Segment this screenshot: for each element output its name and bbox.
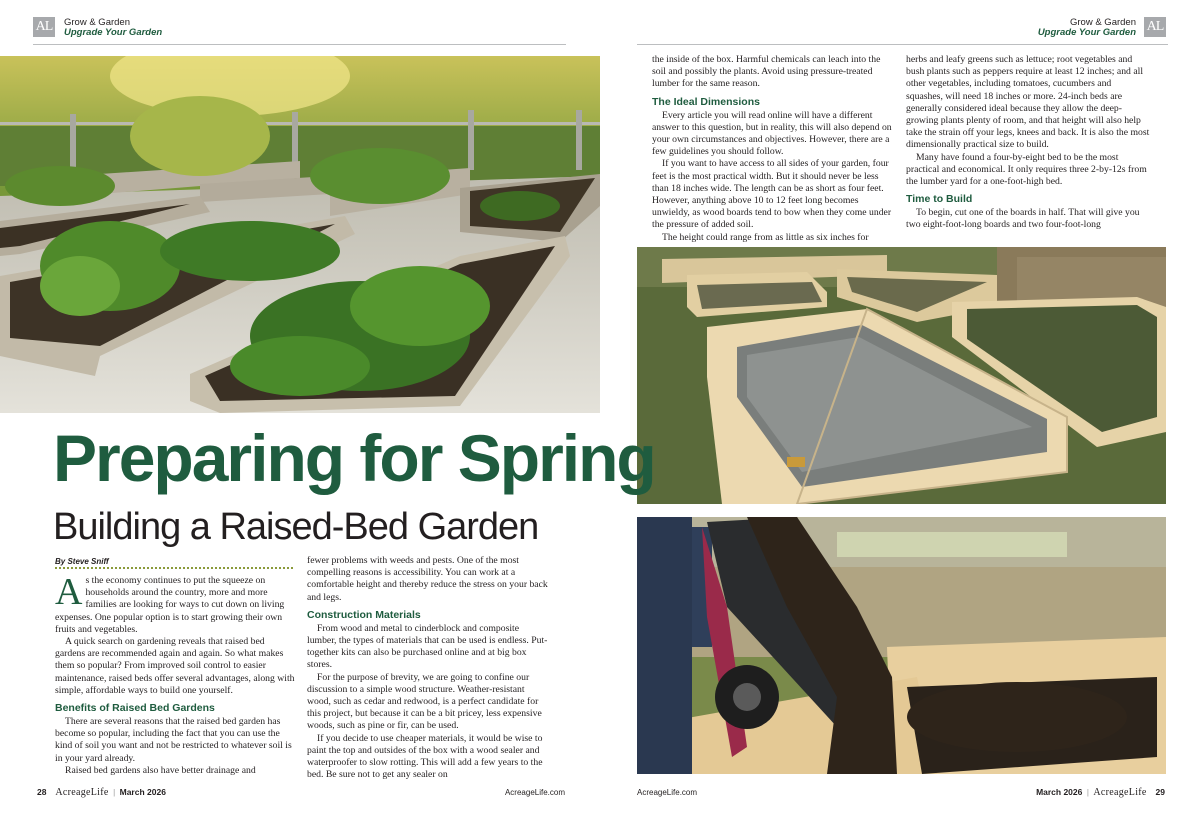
section-subtitle: Upgrade Your Garden <box>64 27 163 38</box>
brand-name: AcreageLife <box>55 787 109 798</box>
paragraph: the inside of the box. Harmful chemicals can leach into the soil and possibly the plants. Avoid using pressure-treated lumber for the same reason. <box>652 54 881 90</box>
logo-icon-right: AL <box>1144 17 1166 37</box>
article-title: Preparing for Spring <box>53 421 655 495</box>
column-3 <box>652 54 892 244</box>
header-divider <box>33 44 566 45</box>
paragraph: If you want to have access to all sides of your garden, four feet is the most practical width. But it should never be less than 18 inches wide. The length can be as short as four feet. However, anything above 10 to 12 feet long becomes unwieldy, as wood boards tend to bow when they come under the pressure of added soil. <box>652 158 892 231</box>
byline-rule <box>55 567 293 569</box>
heading-benefits: Benefits of Raised Bed Gardens <box>55 702 215 715</box>
paragraph: s the economy continues to put the squeeze on households around the country, more and more families are looking for ways to cut down on living expenses. One popular option is to start growing their own fruits and vegetables. <box>55 575 285 635</box>
paragraph: The height could range from as little as six inches for <box>662 231 869 243</box>
column-1 <box>55 571 295 777</box>
paragraph: To begin, cut one of the boards in half. That will give you two eight-foot-long boards and two four-foot-long <box>906 207 1140 231</box>
issue-date-right: March 2026 <box>1036 787 1083 797</box>
paragraph: herbs and leafy greens such as lettuce; root vegetables and bush plants such as peppers require at least 12 inches; and all other vegetables, including tomatoes, cucumbers and squashes, will need 18 inches or more. 24-inch beds are generally considered ideal because they allow the deep-growing plants plenty of room, and that height will also help take the strain off your legs, knees and back. It is also the most dimensionally practical size to build. <box>906 54 1150 151</box>
header-divider-right <box>637 44 1168 45</box>
section-title: Grow & Garden <box>64 17 130 28</box>
issue-date: March 2026 <box>119 787 166 797</box>
paragraph: From wood and metal to cinderblock and composite lumber, the types of materials that can be used is endless. Put-together kits can also be purchased online and at big box stores. <box>307 622 548 671</box>
brand-name-right: AcreageLife <box>1093 787 1147 798</box>
paragraph: Raised bed gardens also have better drainage and <box>65 764 256 776</box>
photo-bed-frames <box>637 247 1166 504</box>
heading-dimensions: The Ideal Dimensions <box>652 95 760 108</box>
column-4 <box>906 54 1150 232</box>
page-number-left: 28 <box>37 787 47 797</box>
photo-wheelbarrow-soil <box>637 517 1166 774</box>
page-number-right: 29 <box>1155 787 1165 797</box>
section-subtitle-right: Upgrade Your Garden <box>1037 27 1136 38</box>
column-2 <box>307 555 550 781</box>
footer-url-right[interactable]: AcreageLife.com <box>637 788 698 797</box>
paragraph: For the purpose of brevity, we are going to confine our discussion to a simple wood structure. Weather-resistant wood, such as cedar and redwood, is a perfect candidate for this project, but because it can be a bit pricey, less expensive woods, such as pine or fir, can be used. <box>307 671 542 732</box>
heading-build: Time to Build <box>906 193 973 206</box>
paragraph: Every article you will read online will have a different answer to this question, but in reality, this will also depend on your own circumstances and objectives. However, there are a few guidelines you should follow. <box>652 109 892 158</box>
logo-icon: AL <box>33 17 55 37</box>
paragraph: A quick search on gardening reveals that raised bed gardens are recommended again and again. So what makes them so popular? From improved soil control to easier maintenance, raised beds offer several advantages, along with simple, affordable ways to build one yourself. <box>55 636 295 696</box>
section-title-right: Grow & Garden <box>1070 17 1136 28</box>
heading-materials: Construction Materials <box>307 608 421 621</box>
paragraph: fewer problems with weeds and pests. One of the most compelling reasons is accessibility. You can work at a comfortable height and thereby reduce the stress on your back and legs. <box>307 555 548 603</box>
footer-right: March 2026 | AcreageLife 29 <box>1036 787 1165 798</box>
paragraph: There are several reasons that the raised bed garden has become so popular, including the fact that you can use the kind of soil you want and not be restricted to whatever soil is in your yard already. <box>55 716 292 764</box>
paragraph: If you decide to use cheaper materials, it would be wise to paint the top and outsides of the box with a wood sealer and waterproofer to slow rotting. This will add a few years to the bed. Be sure not to get any sealer on <box>307 732 543 781</box>
footer-url-left[interactable]: AcreageLife.com <box>504 788 565 797</box>
article-subtitle: Building a Raised-Bed Garden <box>53 506 539 548</box>
byline: By Steve Sniff <box>55 557 109 566</box>
paragraph: Many have found a four-by-eight bed to be the most practical and economical. It only requires three 2-by-12s from the lumber yard for a one-foot-high bed. <box>906 151 1147 188</box>
photo-raised-beds <box>0 56 600 413</box>
footer-left: 28 AcreageLife | March 2026 <box>37 787 166 798</box>
drop-cap: A <box>55 571 83 613</box>
